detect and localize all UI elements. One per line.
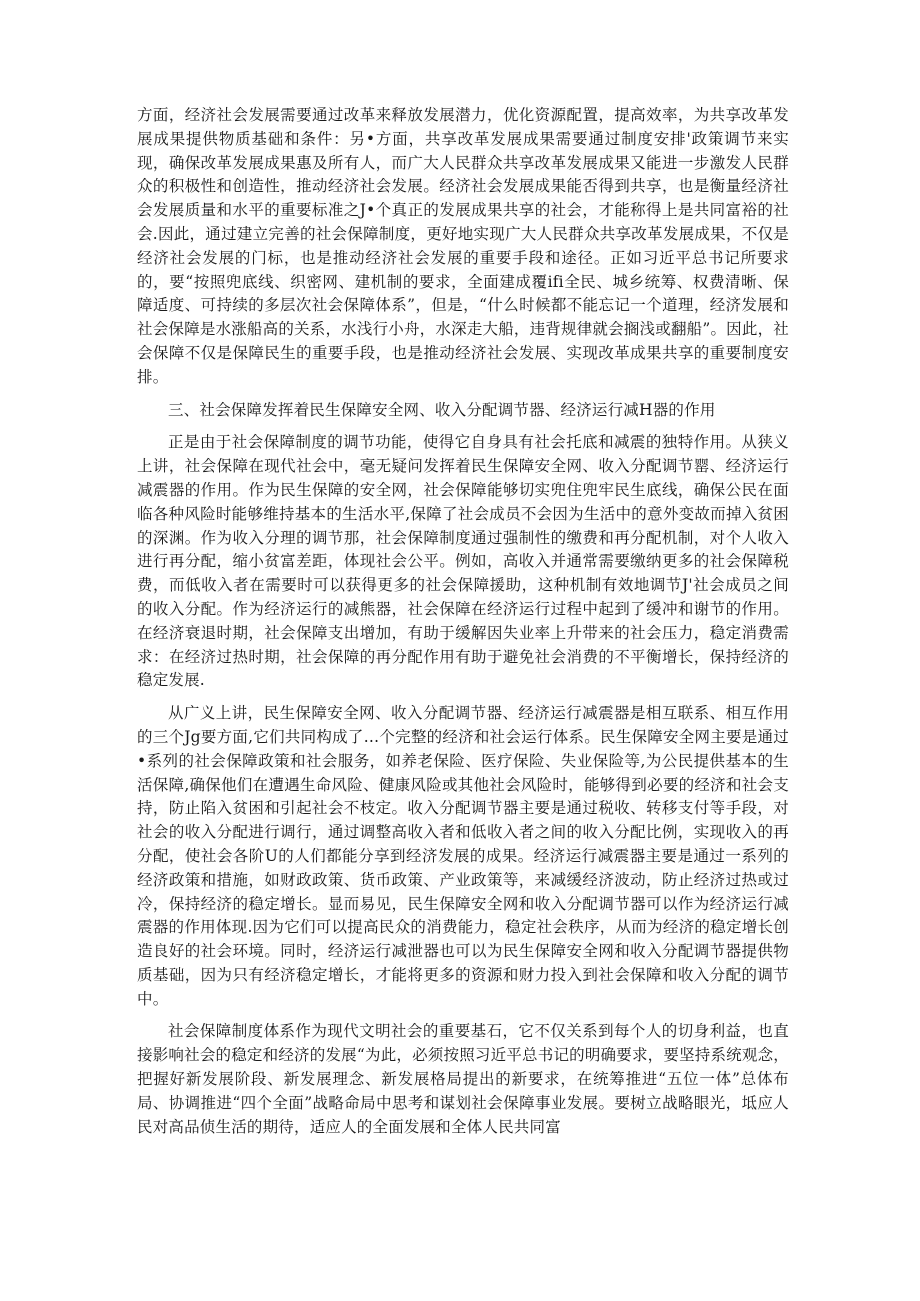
paragraph-system-foundation: 社会保障制度体系作为现代文明社会的重要基石，它不仅关系到每个人的切身利益，也直接影响社会的稳定和经济的发展“为此，必须按照习近平总书记的明确要求，要坚持系统观念，把握好新发展阶段、新发展理念、新发展格局提出的新要求，在统筹推进“五位一体”总体布局、协调推进“四个全面”战略命局中思考和谋划社会保障事业发展。要树立战略眼光，坻应人民对高品侦生活的期待，适应人的全面发展和全体人民共同富	[137, 1022, 789, 1136]
paragraph-broad-sense: 从广义上讲，民生保障安全网、收入分配调节器、经济运行减震器是相互联系、相互作用的三个Jg要方面,它们共同构成了…个完整的经济和社会运行体系。民生保障安全网主要是通过•系列的社会保障政策和社会服务，如养老保险、医疗保险、失业保险等,为公民提供基本的生活保障,确保他们在遭遇生命风险、健康风险或其他社会风险时，能够得到必要的经济和社会支持，防止陷入贫困和引起社会不枝定。收入分配调节器主要是通过税收、转移支付等手段，对社会的收入分配进行调行，通过调整高收入者和低收入者之间的收入分配比例，实现收入的再分配，使社会各阶U的人们都能分享到经济发展的成果。经济运行减震器主要是通过一系列的经济政策和措施，如财政政策、货币政策、产业政策等，来减缓经济波动，防止经济过热或过冷，保持经济的稳定增长。显而易见，民生保障安全网和收入分配调节器可以作为经济运行减震器的作用体现.因为它们可以提高民众的消费能力，稳定社会秩序，从而为经济的稳定增长创造良好的社会环境。同时，经济运行减泄器也可以为民生保障安全网和收入分配调节器提供物质基础，因为只有经济稳定增长，才能将更多的资源和财力投入到社会保障和收入分配的调节中。	[137, 704, 789, 1008]
paragraph-narrow-sense: 正是由于社会保障制度的调节功能，使得它自身具有社会托底和减震的独特作用。从狭义上讲，社会保障在现代社会中，毫无疑问发挥着民生保障安全网、收入分配调节罂、经济运行减震器的作用。作为民生保障的安全网，社会保障能够切实兜住兜牢民生底线，确保公民在面临各种风险时能够维持基本的生活水平,保障了社会成员不会因为生活中的意外变故而掉入贫困的深渊。作为收入分理的调节那，社会保障制度通过强制性的缴费和再分配机制，对个人收入进行再分配，缩小贫富差距，体现社会公平。例如，高收入并通常需要缴纳更多的社会保障税费，而低收入者在需要时可以获得更多的社会保障援助，这种机制有效地调节J'社会成员之间的收入分配。作为经济运行的减熊器，社会保障在经济运行过程中起到了缓冲和谢节的作用。在经济衰退时期，社会保障支出增加，有助于缓解因失业率上升带来的社会压力，稳定消费需求：在经济过热时期，社会保障的再分配作用有助于避免社会消费的不平衡增长，保持经济的稳定发展.	[137, 433, 789, 690]
document-body	[137, 104, 789, 1148]
section-heading: 三、社会保障发挥着民生保障安全网、收入分配调节器、经济运行减H器的作用	[168, 400, 716, 419]
paragraph-continuation: 方面，经济社会发展需要通过改革来释放发展潜力，优化资源配置，提高效率，为共享改革发展成果提供物质基础和条件：另•方面，共享改革发展成果需要通过制度安排'政策调节来实现，确保改革发展成果惠及所有人，而广大人民群众共享改革发展成果又能进一步激发人民群众的积极性和创造性，推动经济社会发展。经济社会发展成果能否得到共享，也是衡量经济社会发展质量和水平的重要标准之J•个真正的发展成果共享的社会，才能称得上是共同富裕的社会.因此，通过建立完善的社会保障制度，更好地实现广大人民群众共享改革发展成果，不仅是经济社会发展的门标，也是推动经济社会发展的重要手段和途径。正如习近平总书记所要求的，要“按照兜底线、织密网、建机制的要求，全面建成覆ifi全民、城乡统筹、权费清晰、保障适度、可持续的多层次社会保障体系”，但是，“什么时候都不能忘记一个道理，经济发展和社会保障是水涨船高的关系，水浅行小舟，水深走大船，违背规律就会搁浅或翻船”。因此，社会保障不仅是保障民生的重要手段，也是推动经济社会发展、实现改革成果共享的重要制度安排。	[137, 106, 789, 386]
